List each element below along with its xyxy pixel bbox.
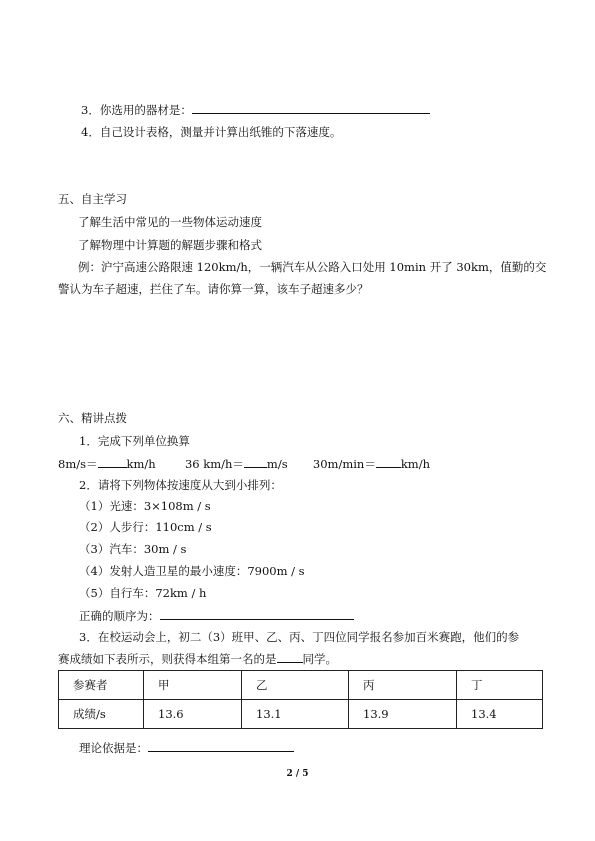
equipment-blank[interactable] (192, 101, 430, 114)
conversion-3-left: 30m/min＝ (312, 457, 376, 471)
table-cell: 参赛者 (59, 671, 144, 700)
conversion-2-left: 36 km/h＝ (184, 457, 244, 471)
example-line-2: 警认为车子超速，拦住了车。请你算一算，该车子超速多少？ (58, 282, 369, 296)
table-cell: 丁 (457, 671, 543, 700)
table-cell: 丙 (349, 671, 457, 700)
list-item: （5）自行车：72km / h (79, 586, 207, 600)
conversion-1-blank[interactable] (98, 455, 127, 468)
table-cell: 13.6 (144, 700, 242, 729)
order-blank[interactable] (160, 607, 354, 620)
q3-line-1: 3．在校运动会上，初二（3）班甲、乙、丙、丁四位同学报名参加百米赛跑，他们的参 (79, 630, 520, 644)
example-line-1: 例：沪宁高速公路限速 120km/h，一辆汽车从公路入口处用 10min 开了 30km，值勤的交 (78, 260, 547, 274)
list-item: （4）发射人造卫星的最小速度：7900m / s (79, 564, 305, 578)
conversion-1-left: 8m/s＝ (58, 457, 98, 471)
score-table (58, 670, 543, 729)
table-header-row (59, 671, 543, 700)
order-line (79, 607, 354, 624)
table-row (59, 700, 543, 729)
q3-line-2-before: 赛成绩如下表所示，则获得本组第一名的是 (58, 652, 277, 666)
list-item: （2）人步行：110cm / s (79, 520, 212, 534)
conversion-3-unit: km/h (400, 457, 430, 471)
first-place-blank[interactable] (277, 650, 303, 663)
table-cell: 13.4 (457, 700, 543, 729)
page-number: 2 / 5 (286, 769, 309, 779)
list-item: （3）汽车：30m / s (79, 542, 187, 556)
q3-line-2 (58, 650, 337, 667)
conversion-2-blank[interactable] (244, 455, 267, 468)
conversion-line (58, 455, 430, 472)
basis-label: 理论依据是： (79, 741, 148, 755)
q3-line-2-after: 同学。 (302, 652, 337, 666)
section-5-line-1: 了解生活中常见的一些物体运动速度 (78, 215, 262, 229)
conversion-2-unit: m/s (266, 457, 288, 471)
basis-line (79, 739, 294, 756)
section-6-heading: 六、精讲点拨 (58, 411, 127, 425)
section-5-line-2: 了解物理中计算题的解题步骤和格式 (78, 238, 262, 252)
q1-title: 1．完成下列单位换算 (79, 434, 190, 448)
q2-title: 2．请将下列物体按速度从大到小排列： (79, 478, 282, 492)
item-3-text: 3．你选用的器材是： (81, 103, 192, 117)
table-cell: 成绩/s (59, 700, 144, 729)
table-cell: 甲 (144, 671, 242, 700)
section-5-heading: 五、自主学习 (58, 192, 127, 206)
item-3-line (81, 101, 430, 118)
conversion-3-blank[interactable] (376, 455, 401, 468)
item-4-text: 4．自己设计表格，测量并计算出纸锥的下落速度。 (81, 125, 342, 139)
basis-blank[interactable] (148, 739, 294, 752)
conversion-1-unit: km/h (126, 457, 156, 471)
table-cell: 13.9 (349, 700, 457, 729)
order-label: 正确的顺序为： (79, 609, 160, 623)
list-item: （1）光速：3×108m / s (79, 499, 211, 513)
table-cell: 13.1 (242, 700, 349, 729)
table-cell: 乙 (242, 671, 349, 700)
